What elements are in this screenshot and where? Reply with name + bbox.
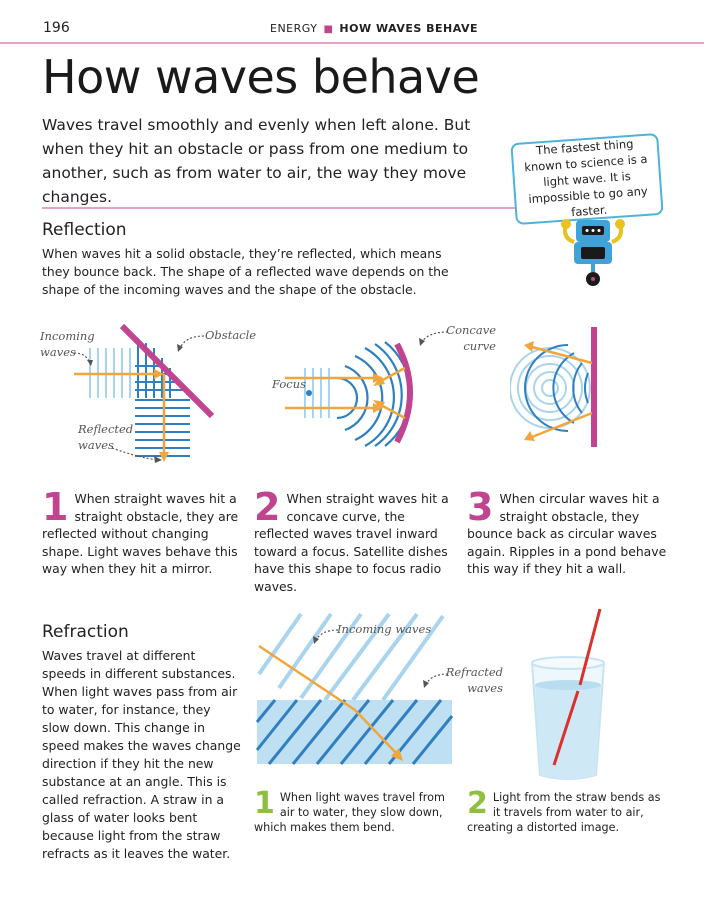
- intro-text: Waves travel smoothly and evenly when left alone. But when they hit an obstacle or pass from one medium to another, such as from water to air, the way they move changes.: [42, 116, 471, 206]
- label-refracted-waves: Refracted waves: [445, 665, 503, 695]
- bullet-icon: ■: [323, 24, 334, 35]
- page-title: How waves behave: [42, 50, 480, 104]
- refraction-heading: Refraction: [42, 622, 129, 642]
- label-focus: Focus: [272, 377, 307, 391]
- label-incoming-waves: Incoming waves: [40, 329, 95, 359]
- caption-text: Light from the straw bends as it travels from water to air, creating a distorted image.: [467, 791, 661, 834]
- caption-number: 1: [254, 786, 275, 821]
- fact-bubble-text: The fastest thing known to science is a light wave. It is impossible to go any faster.: [523, 136, 649, 220]
- section-rule: [42, 207, 522, 209]
- caption-text: When circular waves hit a straight obstacle, they bounce back as circular waves again. Ripples in a pond behave this way if they hit a wall.: [467, 491, 667, 576]
- pointer-arrow-icon: [110, 442, 170, 467]
- label-concave-curve: Concave curve: [446, 323, 496, 353]
- robot-icon: [548, 216, 638, 292]
- label-incoming-waves-refraction: Incoming waves: [337, 622, 432, 636]
- caption-3: [467, 485, 667, 578]
- refraction-text: Waves travel at different speeds in different substances. When light waves pass from air to water, for instance, they slow down. This change in speed makes the waves change direction if they hit the new substance at an angle. This is called refraction. A straw in a glass of water looks bent because light from the straw refracts as it leaves the water.: [42, 648, 241, 861]
- caption-text: When straight waves hit a straight obstacle, they are reflected without changing shape. Light waves behave this way when they hit a mirror.: [42, 491, 239, 576]
- diagram-refraction-water: [255, 612, 455, 787]
- refraction-caption-1: [254, 786, 454, 835]
- caption-number: 2: [467, 786, 488, 821]
- page-number: 196: [43, 20, 70, 36]
- running-header-section: ENERGY: [270, 22, 318, 35]
- diagram-concave-reflection: [285, 338, 425, 448]
- pointer-arrow-icon: [308, 624, 342, 646]
- caption-number: 1: [42, 485, 69, 529]
- caption-number: 3: [467, 485, 494, 529]
- caption-1: [42, 485, 242, 578]
- reflection-heading: Reflection: [42, 220, 127, 240]
- caption-2: [254, 485, 454, 595]
- label-reflected-waves: Reflected waves: [78, 422, 134, 452]
- label-obstacle: Obstacle: [205, 328, 257, 342]
- pointer-arrow-icon: [414, 326, 454, 348]
- caption-number: 2: [254, 485, 281, 529]
- caption-text: When straight waves hit a concave curve, the reflected waves travel inward toward a focus. Satellite dishes have this shape to focus radio waves.: [254, 491, 449, 594]
- pointer-arrow-icon: [418, 668, 452, 690]
- diagram-straw-glass: [520, 605, 620, 785]
- running-header: [270, 22, 478, 35]
- pointer-arrow-icon: [60, 345, 100, 370]
- diagram-circular-reflection: [510, 325, 630, 450]
- running-header-topic: HOW WAVES BEHAVE: [339, 22, 479, 35]
- caption-text: When light waves travel from air to water, they slow down, which makes them bend.: [254, 791, 445, 834]
- refraction-caption-2: [467, 786, 667, 835]
- pointer-arrow-icon: [172, 330, 212, 355]
- fact-bubble: [510, 133, 663, 225]
- header-rule: [0, 42, 704, 44]
- reflection-text: When waves hit a solid obstacle, they’re reflected, which means they bounce back. The shape of a reflected wave depends on the shape of the incoming waves and the shape of the obstacle.: [42, 246, 449, 297]
